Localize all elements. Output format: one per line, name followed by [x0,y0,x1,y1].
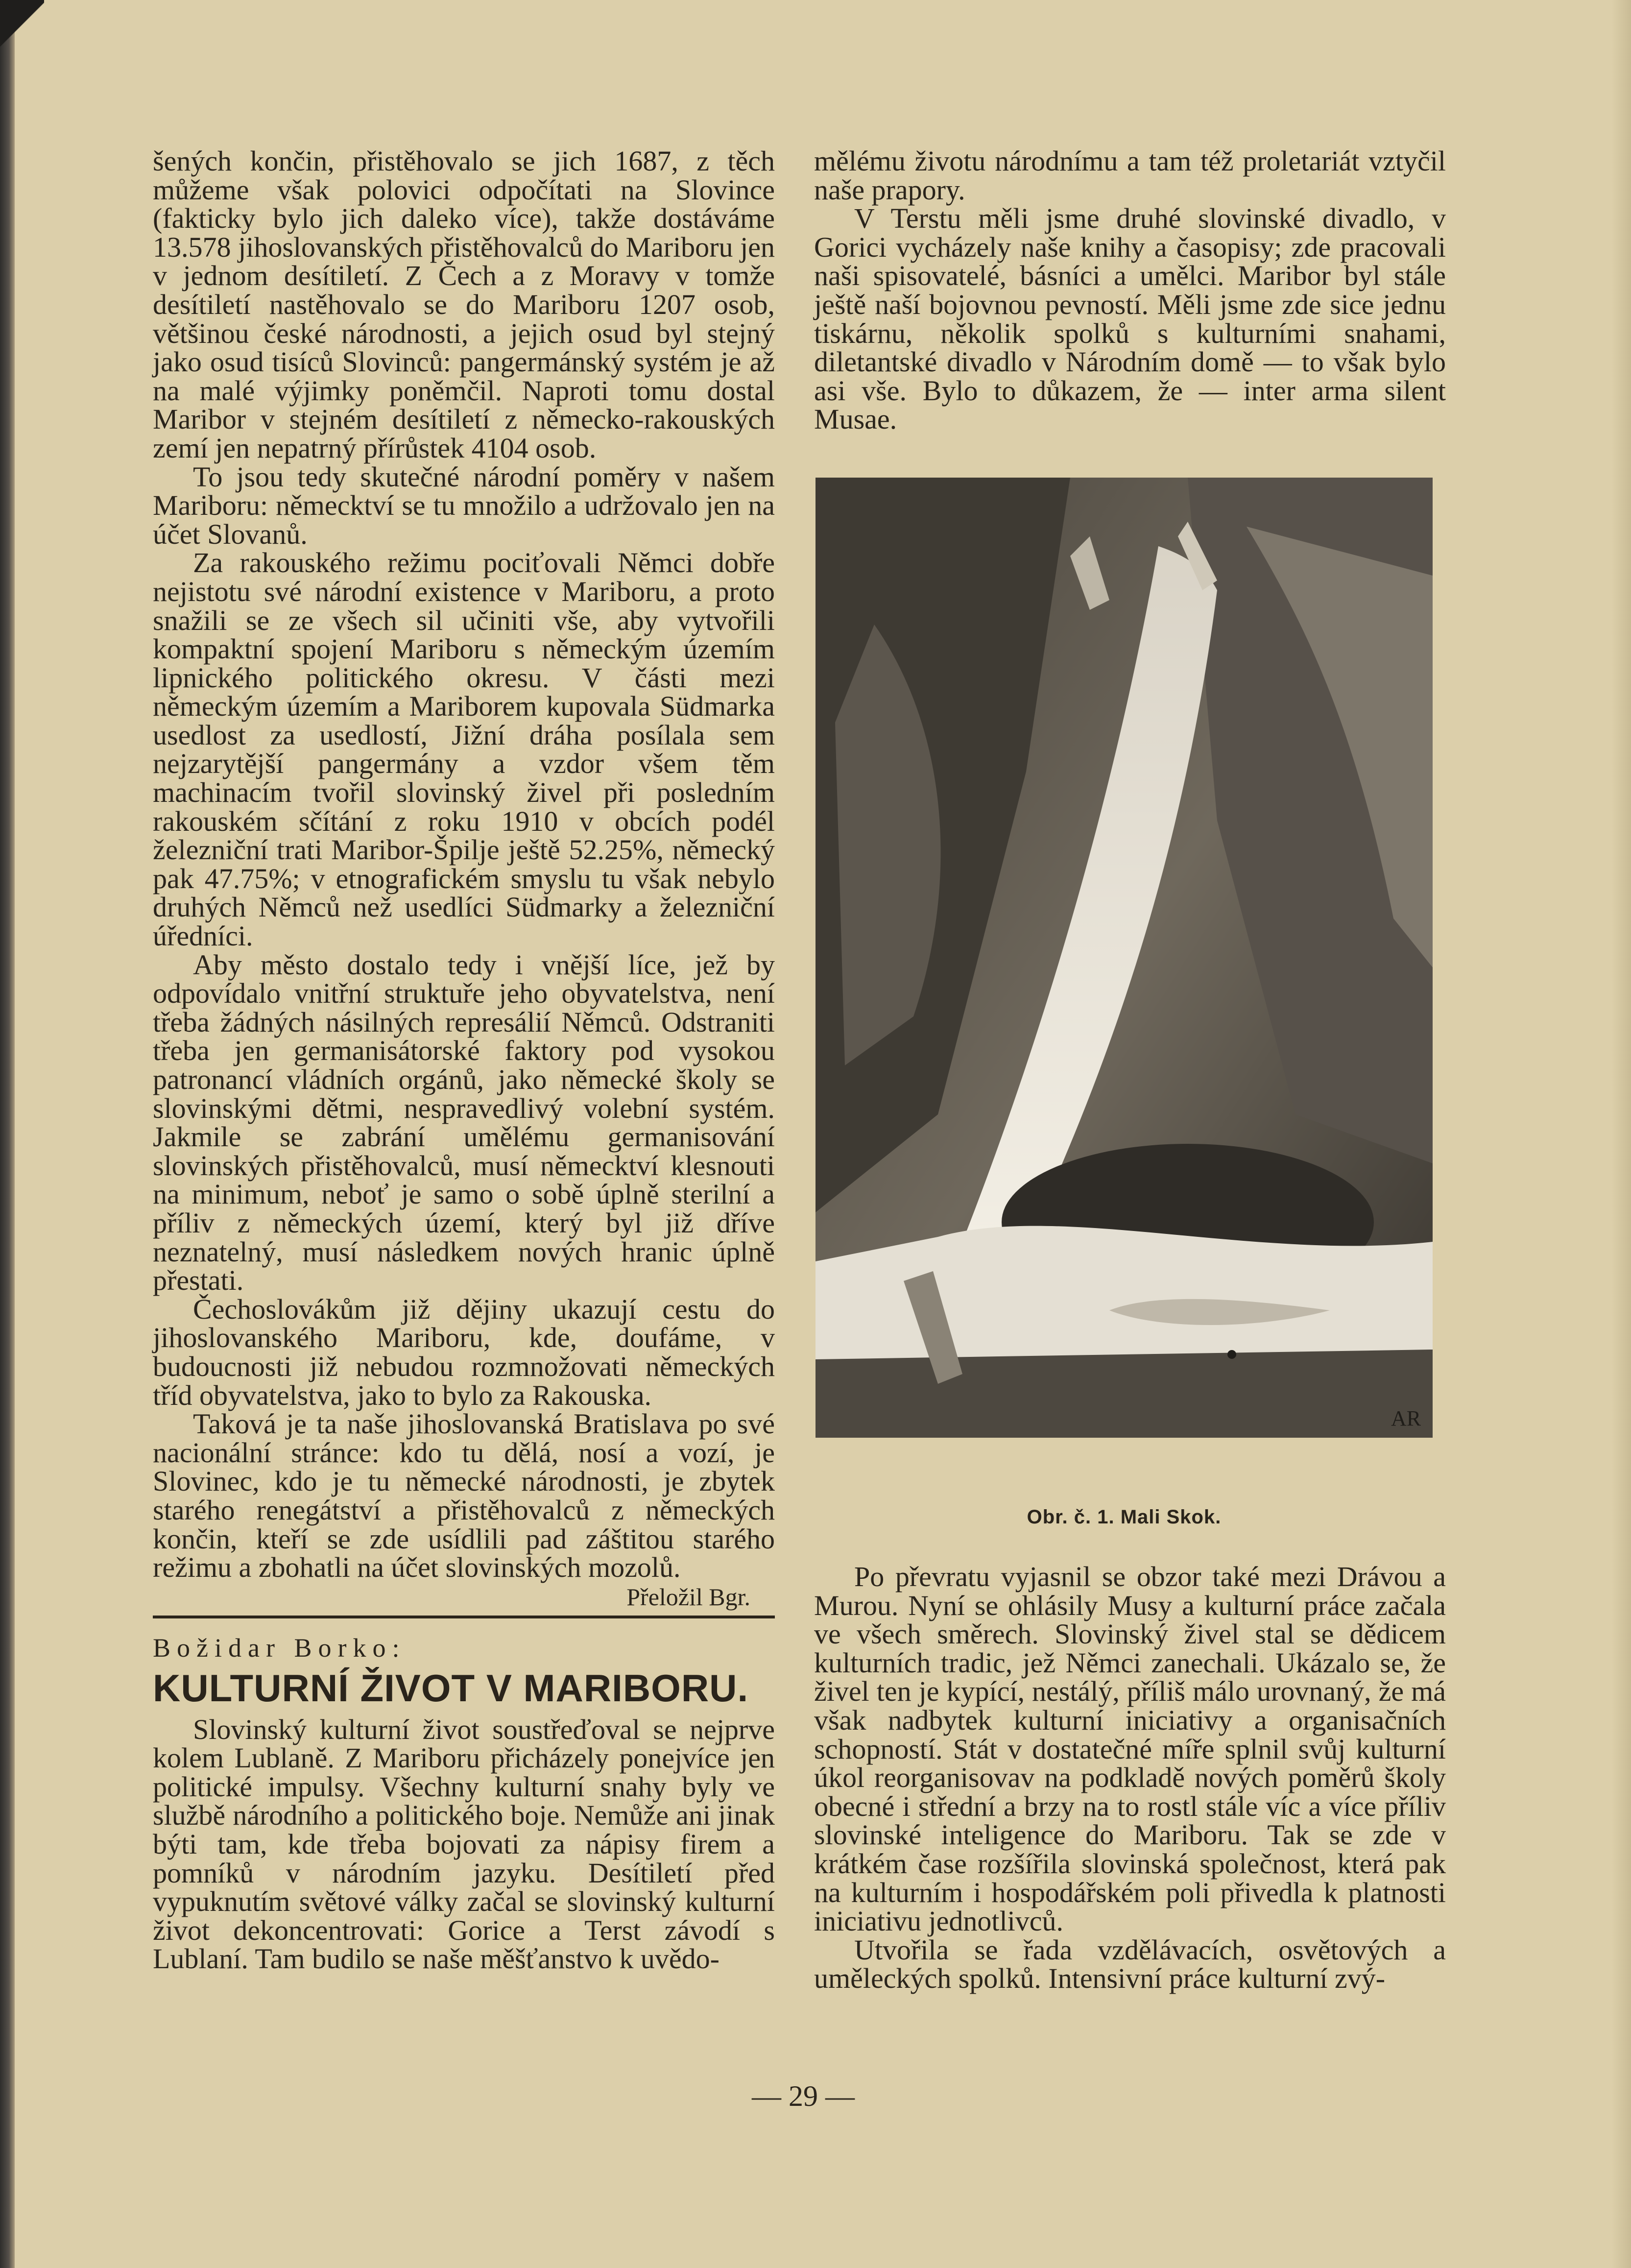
figure-caption: Obr. č. 1. Mali Skok. [1027,1506,1222,1528]
paragraph: Slovinský kulturní život soustřeďoval se nejprve kolem Lublaně. Z Mariboru přicházely ponejvíce jen politické impulsy. Všechny kulturní snahy byly ve službě národního a politického boje. Nemůže ani jinak býti tam, kde třeba bojovati za nápisy firem a pomníků v národním jazyku. Desítiletí před vypuknutím světové války začal se slovinský kulturní život dekoncentrovati: Gorice a Terst závodí s Lublaní. Tam budilo se naše měšťanstvo k uvědo- [153,1713,775,1975]
photo-monogram: AR [1391,1406,1421,1430]
paragraph: Za rakouského režimu pociťovali Němci dobře nejistotu své národní existence v Mariboru, a proto snažili se ze všech sil učiniti vše, aby vytvořili kompaktní spojení Mariboru s německým územím lipnického politického okresu. V části mezi německým územím a Mariborem kupovala Südmarka usedlost za usedlostí, Jižní dráha posílala sem nejzarytější pangermány a vzdor všem těm machinacím tvořil slovinský živel při posledním rakouském sčítání z roku 1910 v obcích podél železniční trati Maribor-Špilje ještě 52.25%, německý pak 47.75%; v etnografickém smyslu tu však nebylo druhých Němců než usedlíci Südmarky a železniční úředníci. [153,547,775,952]
article-author: Božidar Borko: [153,1633,406,1663]
paragraph: šených končin, přistěhovalo se jich 1687, z těch můžeme však polovici odpočítati na Slovince (fakticky bylo jich daleko více), takže dostáváme 13.578 jihoslovanských přistěhovalců do Mariboru jen v jednom desítiletí. Z Čech a z Moravy v tomže desítiletí nastěhovalo se do Mariboru 1207 osob, většinou české národnosti, a jejich osud byl stejný jako osud tisíců Slovinců: pangermánský systém je až na malé výjimky poněmčil. Naproti tomu dostal Maribor v stejném desítiletí z německo-rakouských zemí jen nepatrný přírůstek 4104 osob. [153,145,775,464]
section-divider [153,1616,775,1618]
article-title: KULTURNÍ ŽIVOT V MARIBORU. [153,1666,749,1710]
book-spine [0,0,15,2268]
left-column [153,147,775,1974]
page-number: — 29 — [752,2080,855,2112]
translator-signature: Přeložil Bgr. [626,1583,750,1611]
right-column [814,147,1446,434]
paragraph: V Terstu měli jsme druhé slovinské divadlo, v Gorici vycházely naše knihy a časopisy; zde pracovali naši spisovatelé, básníci a umělci. Maribor byl stále ještě naší bojovnou pevností. Měli jsme zde sice jednu tiskárnu, několik spolků s kulturními snahami, diletantské divadlo v Národním domě — to však bylo asi vše. Bylo to důkazem, že — inter arma silent Musae. [814,202,1446,435]
paragraph: Taková je ta naše jihoslovanská Bratislava po své nacionální stránce: kdo tu dělá, nosí a vozí, je Slovinec, kdo je tu německé národnosti, je zbytek starého renegátství a přistěhovalců z německých končin, kteří se zde usídlili pad záštitou starého režimu a zbohatli na účet slovinských mozolů. [153,1408,775,1584]
paragraph: Čechoslovákům již dějiny ukazují cestu do jihoslovanského Mariboru, kde, doufáme, v budoucnosti již nebudou rozmnožovati německých tříd obyvatelstva, jako to bylo za Rakouska. [153,1293,775,1411]
paragraph: To jsou tedy skutečné národní poměry v našem Mariboru: německtví se tu množilo a udržovalo jen na účet Slovanů. [153,460,775,550]
waterfall-photograph [816,478,1433,1438]
right-column-lower [814,1563,1446,1993]
paragraph: mělému životu národnímu a tam též proletariát vztyčil naše prapory. [814,145,1446,206]
page-corner-shadow [0,0,44,59]
paragraph: Po převratu vyjasnil se obzor také mezi Drávou a Murou. Nyní se ohlásily Musy a kulturní práce začala ve všech směrech. Slovinský živel stal se dědicem kulturních tradic, jež Němci zanechali. Ukázalo se, že živel ten je kypící, nestálý, příliš málo urovnaný, že má však nadbytek kulturní iniciativy a organisačních schopností. Stát v dostatečné míře splnil svůj kulturní úkol reorganisovav na podkladě nových poměrů školy obecné i střední a brzy na to rostl stále víc a více příliv slovinské inteligence do Mariboru. Tak se zde v krátkém čase rozšířila slovinská společnost, která pak na kulturním i hospodářském poli přivedla k platnosti iniciativu jednotlivců. [814,1561,1446,1937]
paragraph: Aby město dostalo tedy i vnější líce, jež by odpovídalo vnitřní struktuře jeho obyvatelstva, není třeba žádných násilných represálií Němců. Odstraniti třeba jen germanisátorské faktory pod vysokou patronancí vládních orgánů, jako německé školy se slovinskými dětmi, nespravedlivý volební systém. Jakmile se zabrání umělému germanisování slovinských přistěhovalců, musí německtví klesnouti na minimum, neboť je samo o sobě úplně sterilní a příliv z německých území, který byl již dříve neznatelný, musí následkem nových hranic úplně přestati. [153,948,775,1297]
page-edge-shadow [1611,0,1631,2268]
waterfall-illustration [816,478,1433,1438]
paragraph: Utvořila se řada vzdělávacích, osvětových a uměleckých spolků. Intensivní práce kulturní zvý- [814,1933,1446,1995]
